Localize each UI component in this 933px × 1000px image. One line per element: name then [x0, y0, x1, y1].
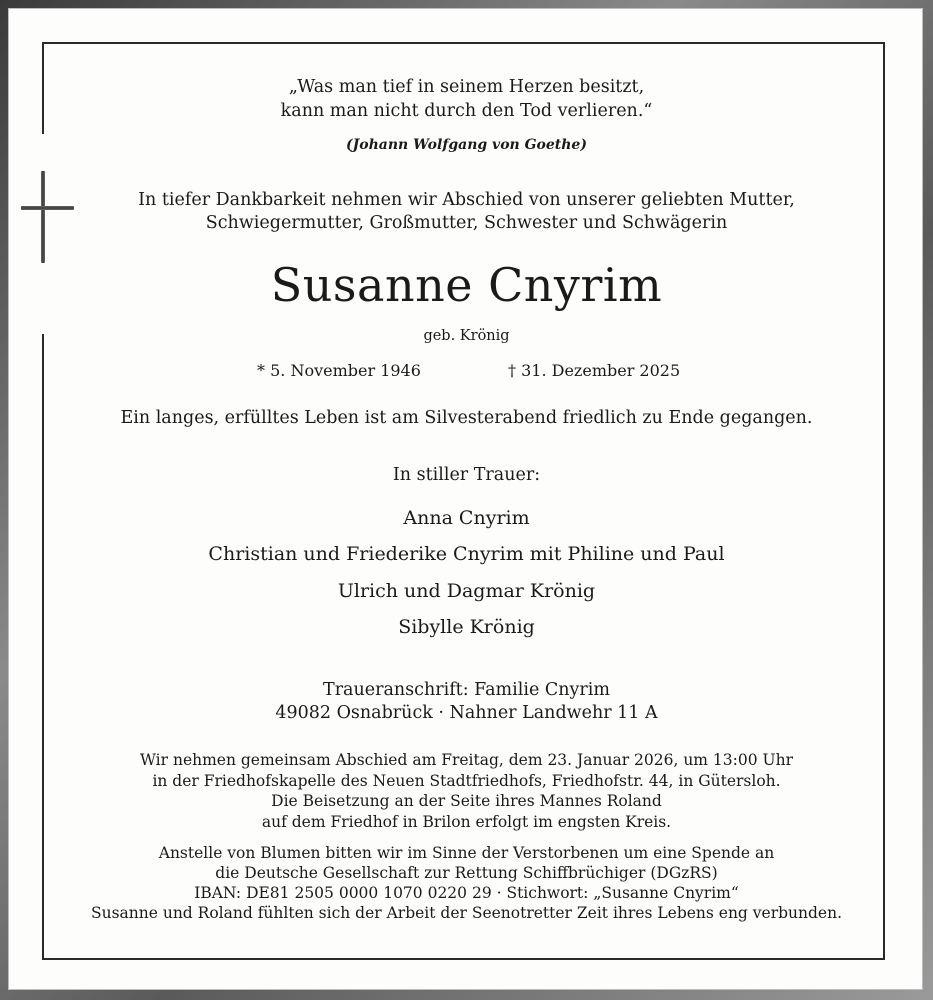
mourner-name: Christian und Friederike Cnyrim mit Philine und Paul	[208, 543, 725, 565]
donation-line-2: die Deutsche Gesellschaft zur Rettung Schiffbrüchiger (DGzRS)	[215, 864, 718, 882]
funeral-line-2: in der Friedhofskapelle des Neuen Stadtfriedhofs, Friedhofstr. 44, in Gütersloh.	[152, 772, 781, 790]
death-date: † 31. Dezember 2025	[508, 361, 681, 380]
statement: Ein langes, erfülltes Leben ist am Silvesterabend friedlich zu Ende gegangen.	[120, 408, 813, 428]
donation-line-4: Susanne und Roland fühlten sich der Arbeit der Seenotretter Zeit ihres Lebens eng verbunden.	[90, 904, 843, 922]
donation-line-1: Anstelle von Blumen bitten wir im Sinne der Verstorbenen um eine Spende an	[158, 844, 775, 862]
intro-line-1: In tiefer Dankbarkeit nehmen wir Abschied von unserer geliebten Mutter,	[138, 190, 795, 210]
intro-line-2: Schwiegermutter, Großmutter, Schwester und Schwägerin	[205, 213, 728, 233]
mourner-name: Anna Cnyrim	[403, 507, 530, 529]
obituary-card	[8, 8, 923, 990]
quote-author: (Johann Wolfgang von Goethe)	[346, 137, 587, 153]
address-line-1: Traueranschrift: Familie Cnyrim	[323, 680, 610, 700]
quote-line-1: „Was man tief in seinem Herzen besitzt,	[288, 77, 645, 97]
mourner-name: Sibylle Krönig	[398, 616, 535, 638]
quote-line-2: kann man nicht durch den Tod verlieren.“	[280, 101, 653, 121]
mourner-name: Ulrich und Dagmar Krönig	[337, 580, 596, 602]
mourners-heading: In stiller Trauer:	[392, 465, 541, 485]
birth-name: geb. Krönig	[423, 328, 510, 344]
funeral-line-4: auf dem Friedhof in Brilon erfolgt im engsten Kreis.	[261, 813, 672, 831]
donation-line-3: IBAN: DE81 2505 0000 1070 0220 29 · Stichwort: „Susanne Cnyrim“	[194, 884, 739, 902]
deceased-name: Susanne Cnyrim	[270, 258, 663, 312]
address-line-2: 49082 Osnabrück · Nahner Landwehr 11 A	[275, 703, 658, 723]
funeral-line-1: Wir nehmen gemeinsam Abschied am Freitag, dem 23. Januar 2026, um 13:00 Uhr	[140, 751, 793, 769]
birth-date: * 5. November 1946	[257, 361, 421, 380]
funeral-line-3: Die Beisetzung an der Seite ihres Mannes Roland	[271, 792, 662, 810]
